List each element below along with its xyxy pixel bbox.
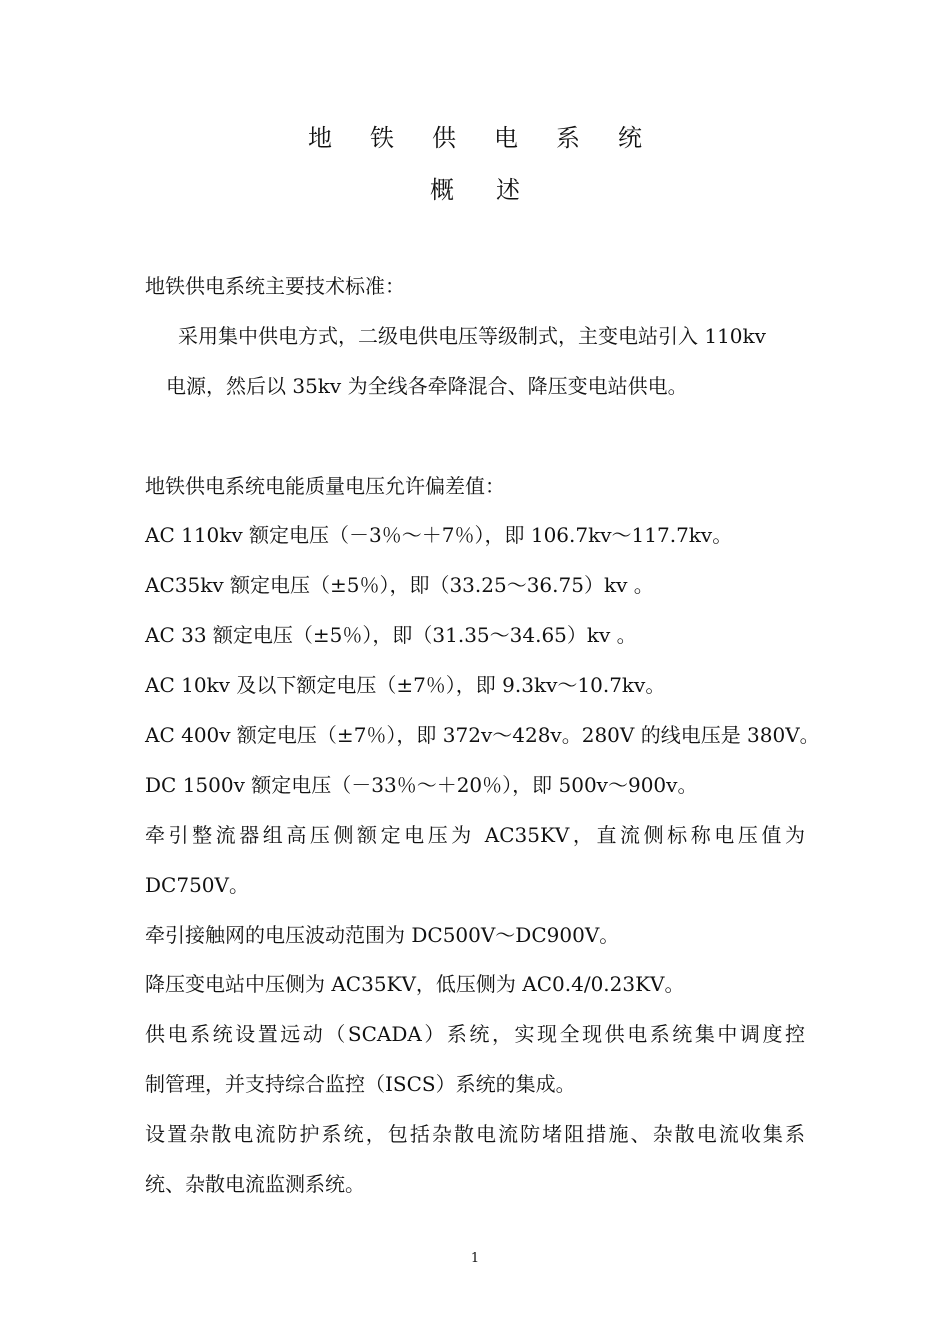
paragraph-line: 降压变电站中压侧为 AC35KV，低压侧为 AC0.4/0.23KV。 (145, 972, 685, 996)
list-item: AC 10kv 及以下额定电压（±7％），即 9.3kv～10.7kv。 (145, 673, 666, 697)
document-subtitle: 概述 (430, 176, 562, 204)
paragraph-line: 牵引整流器组高压侧额定电压为 AC35KV，直流侧标称电压值为 (145, 823, 805, 847)
document-title: 地铁供电系统 (308, 124, 680, 152)
list-item: DC 1500v 额定电压（－33％～＋20％），即 500v～900v。 (145, 773, 698, 797)
paragraph-line: 牵引接触网的电压波动范围为 DC500V～DC900V。 (145, 923, 620, 947)
paragraph-line: 统、杂散电流监测系统。 (145, 1172, 365, 1196)
paragraph-line: 设置杂散电流防护系统，包括杂散电流防堵阻措施、杂散电流收集系 (145, 1122, 805, 1146)
section-heading-voltage-deviation: 地铁供电系统电能质量电压允许偏差值： (145, 474, 505, 498)
page-number: 1 (470, 1251, 480, 1266)
list-item: AC35kv 额定电压（±5％），即（33.25～36.75）kv 。 (145, 573, 654, 597)
list-item: AC 400v 额定电压（±7％），即 372v～428v。280V 的线电压是 380V。 (145, 723, 820, 747)
paragraph-line: 采用集中供电方式，二级电供电压等级制式，主变电站引入 110kv (178, 324, 766, 348)
paragraph-line: 制管理，并支持综合监控（ISCS）系统的集成。 (145, 1072, 576, 1096)
paragraph-line: DC750V。 (145, 873, 249, 897)
list-item: AC 33 额定电压（±5％），即（31.35～34.65）kv 。 (145, 623, 637, 647)
paragraph-line: 电源，然后以 35kv 为全线各牵降混合、降压变电站供电。 (166, 374, 688, 398)
section-heading-standards: 地铁供电系统主要技术标准： (145, 274, 405, 298)
paragraph-line: 供电系统设置远动（SCADA）系统，实现全现供电系统集中调度控 (145, 1022, 805, 1046)
list-item: AC 110kv 额定电压（－3％～＋7％），即 106.7kv～117.7kv。 (145, 523, 733, 547)
